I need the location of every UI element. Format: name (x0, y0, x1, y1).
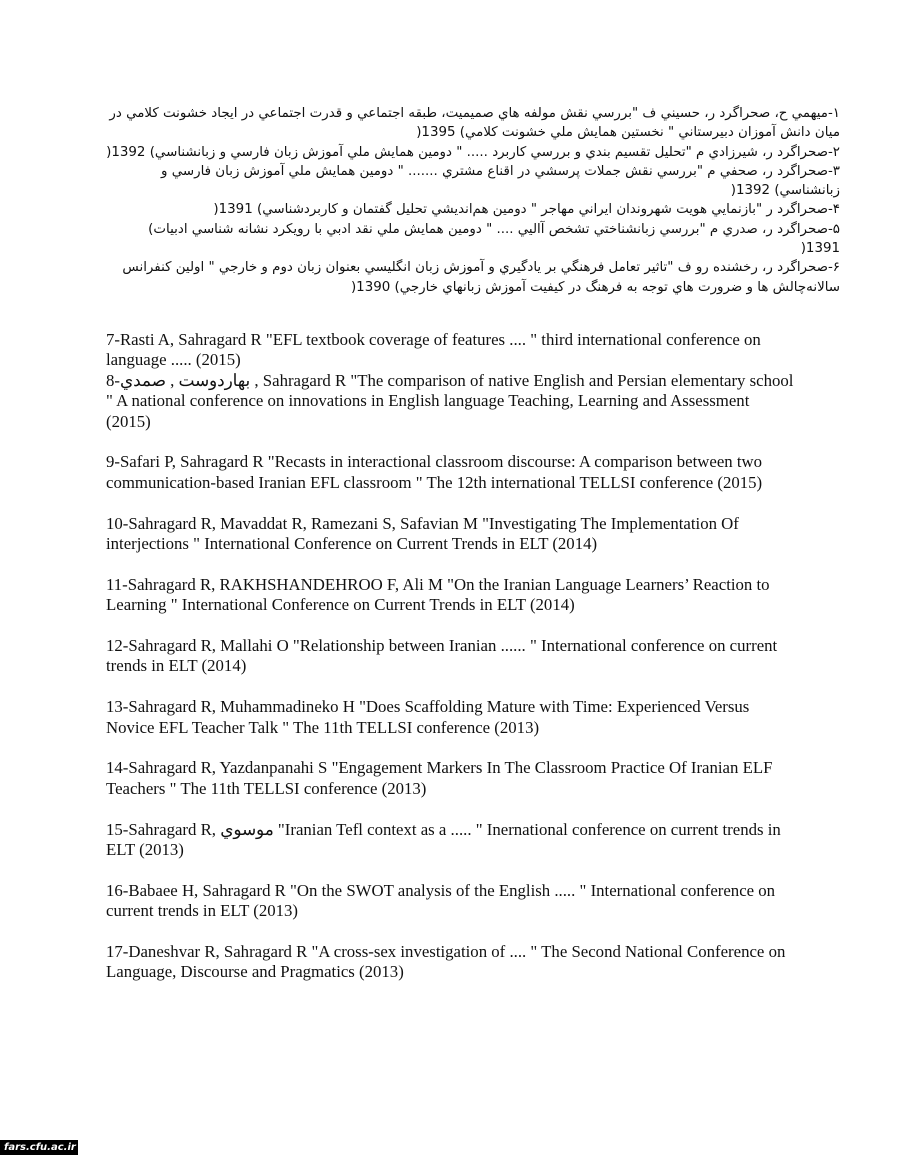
reference-item: 8-بهاردوست , صمدي , Sahragard R "The comparison of native English and Persian elementary school " A national conference on innovations in English language Teaching, Learning and Assessment (2015) (106, 370, 794, 431)
reference-item: 11-Sahragard R, RAKHSHANDEHROO F, Ali M "On the Iranian Language Learners’ Reaction to Learning " International Conference on Current Trends in ELT (2014) (106, 574, 770, 615)
reference-item: ۲-صحراگرد ر، شيرزادي م "تحليل تقسيم بندي و بررسي كاربرد ..... " دومين همايش ملي آموزش زبان فارسي و زبانشناسي) 1392( (106, 144, 840, 160)
reference-item: ۵-صحراگرد ر، صدري م "بررسي زبانشناختي تشخص آاليي .... " دومين همايش ملي نقد ادبي با رويكرد نشانه شناسي ادبيات) 1391( (148, 221, 840, 257)
reference-item: ۱-ميهمي ح، صحراگرد ر، حسيني ف "بررسي نقش مولفه هاي صميميت، طبقه اجتماعي و قدرت اجتماعي در ايجاد خشونت كلامي در ميان دانش آموزان دبيرستاني " نخستين همايش ملي خشونت كلامي) 1395( (109, 106, 840, 141)
reference-item: 17-Daneshvar R, Sahragard R "A cross-sex investigation of .... " The Second National Conference on Language, Discourse and Pragmatics (2013) (106, 942, 786, 982)
reference-item: 16-Babaee H, Sahragard R "On the SWOT analysis of the English ..... " International conference on current trends in ELT (2013) (106, 880, 776, 921)
reference-item: 12-Sahragard R, Mallahi O "Relationship between Iranian ...... " International conference on current trends in ELT (2014) (106, 636, 778, 676)
reference-item: 9-Safari P, Sahragard R "Recasts in interactional classroom discourse: A comparison between two communication-based Iranian EFL classroom " The 12th international TELLSI conference (2015) (106, 452, 763, 492)
reference-item: ۶-صحراگرد ر، رخشنده رو ف "تاثير تعامل فرهنگي بر يادگيري و آموزش زبان انگليسي بعنوان زبان دوم و خارجي " اولين كنفرانس سالانه‌چالش ها و ضرورت هاي توجه به فرهنگ در كيفيت آموزش زبانهاي خارجي) 1390( (122, 260, 840, 295)
reference-item: 15-Sahragard R, موسوي "Iranian Tefl context as a ..... " Inernational conference on current trends in ELT (2013) (106, 819, 781, 860)
english-references (106, 330, 796, 983)
reference-item: 7-Rasti A, Sahragard R "EFL textbook coverage of features .... " third international conference on language ..... (2015) (106, 330, 761, 370)
reference-item: 14-Sahragard R, Yazdanpanahi S "Engagement Markers In The Classroom Practice Of Iranian ELF Teachers " The 11th TELLSI conference (2013) (106, 758, 773, 798)
reference-item: ۴-صحراگرد ر "بازنمايي هويت شهروندان ايراني مهاجر " دومين هم‌انديشي تحليل گفتمان و كاربردشناسي) 1391( (213, 202, 840, 218)
persian-references (106, 104, 840, 297)
reference-item: ۳-صحراگرد ر، صحفي م "بررسي نقش جملات پرسشي در اقناع مشتري ....... " دومين همايش ملي آموزش زبان فارسي و زبانشناسي) 1392( (161, 163, 840, 199)
reference-item: 13-Sahragard R, Muhammadineko H "Does Scaffolding Mature with Time: Experienced Versus Novice EFL Teacher Talk " The 11th TELLSI conference (2013) (106, 697, 750, 737)
site-logo-badge: fars.cfu.ac.ir (0, 1140, 78, 1155)
reference-item: 10-Sahragard R, Mavaddat R, Ramezani S, Safavian M "Investigating The Implementation Of interjections " International Conference on Current Trends in ELT (2014) (106, 513, 739, 554)
